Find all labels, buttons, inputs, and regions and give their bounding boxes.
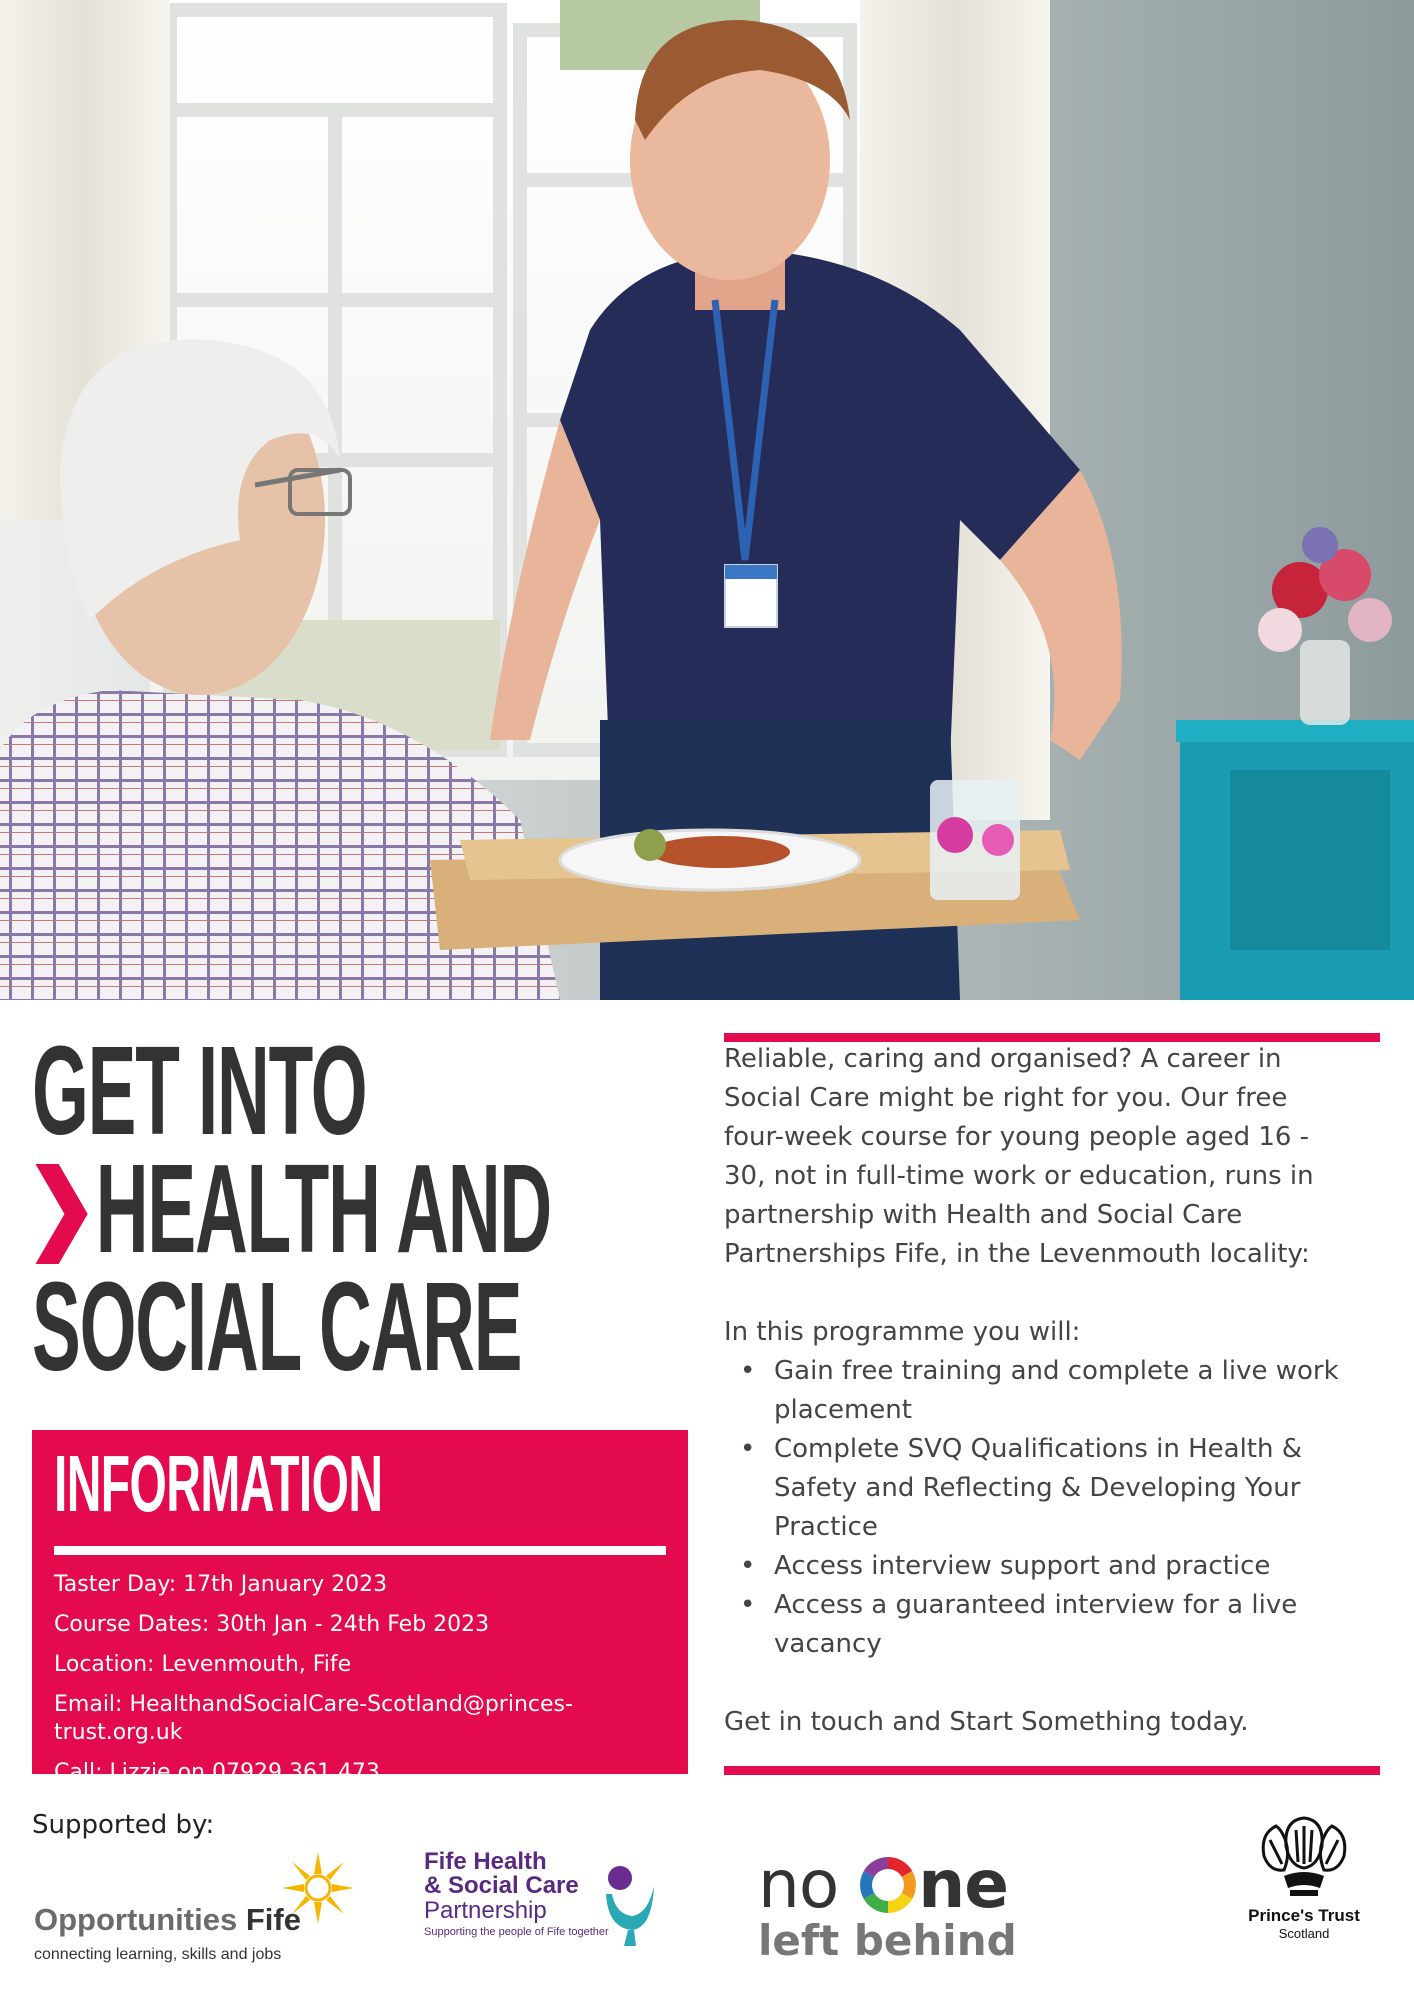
person-icon — [602, 1864, 658, 1946]
headline — [32, 1020, 692, 1397]
taster-day: Taster Day: 17th January 2023 — [54, 1572, 388, 1597]
bullet-2-line-2: Safety and Reflecting & Developing Your — [774, 1473, 1301, 1503]
intro-line-4: 30, not in full-time work or education, runs in — [724, 1161, 1314, 1191]
information-box — [32, 1430, 688, 1785]
bullet-3-line-1: Access interview support and practice — [774, 1551, 1271, 1581]
princes-trust-name: Prince's Trust — [1248, 1906, 1360, 1925]
bullet-1-line-1: Gain free training and complete a live work — [774, 1356, 1339, 1386]
chevron-right-icon — [32, 1164, 88, 1264]
no-one-left-behind-logo — [758, 1846, 1038, 1965]
supported-by-label: Supported by: — [32, 1810, 215, 1840]
bullet-1-line-2: placement — [774, 1395, 912, 1425]
headline-line-2 — [32, 1138, 552, 1279]
information-divider — [54, 1546, 666, 1555]
bullet-4-line-2: vacancy — [774, 1629, 882, 1659]
intro-line-6: Partnerships Fife, in the Levenmouth locality: — [724, 1239, 1310, 1269]
programme-bullets — [724, 1352, 1384, 1664]
intro-line-2: Social Care might be right for you. Our free — [724, 1083, 1288, 1113]
bottom-accent-rule — [724, 1766, 1380, 1775]
fife-hscp-line-3: Partnership — [424, 1897, 547, 1924]
bullet-2-line-1: Complete SVQ Qualifications in Health & — [774, 1434, 1303, 1464]
bullet-4-line-1: Access a guaranteed interview for a live — [774, 1590, 1298, 1620]
fife-hscp-tagline: Supporting the people of Fife together — [424, 1926, 609, 1938]
email-text: Email: HealthandSocialCare-Scotland@princes- — [54, 1692, 573, 1717]
headline-line-2-text: HEALTH AND — [95, 1138, 552, 1279]
headline-line-1: GET INTO — [32, 1020, 367, 1161]
rainbow-ring-icon — [860, 1857, 916, 1913]
opportunities-fife-logo — [34, 1852, 354, 1962]
headline-line-3: SOCIAL CARE — [32, 1256, 522, 1397]
information-title: INFORMATION — [54, 1439, 383, 1528]
intro-line-5: partnership with Health and Social Care — [724, 1200, 1243, 1230]
bullet-item — [724, 1352, 1384, 1430]
intro-line-1: Reliable, caring and organised? A career in — [724, 1044, 1282, 1074]
princes-trust-logo — [1244, 1806, 1364, 1966]
feathers-crest-icon — [1254, 1806, 1354, 1902]
opportunities-fife-name: Opportunities Fife — [34, 1902, 301, 1937]
bullet-item — [724, 1430, 1384, 1547]
intro-line-3: four-week course for young people aged 16 - — [724, 1122, 1310, 1152]
fife-hscp-line-2: & Social Care — [424, 1872, 579, 1899]
left-behind-wordmark: left behind — [758, 1916, 1017, 1965]
bullet-2-line-3: Practice — [774, 1512, 878, 1542]
bullet-item — [724, 1547, 1384, 1586]
princes-trust-sub: Scotland — [1278, 1926, 1330, 1941]
fife-hscp-logo — [424, 1850, 670, 1960]
opportunities-fife-tagline: connecting learning, skills and jobs — [34, 1946, 282, 1963]
course-dates: Course Dates: 30th Jan - 24th Feb 2023 — [54, 1612, 490, 1637]
programme-heading: In this programme you will: — [724, 1317, 1081, 1347]
no-one-wordmark: no ne — [758, 1846, 1008, 1923]
fife-hscp-line-1: Fife Health — [424, 1848, 547, 1875]
email-text-cont: trust.org.uk — [54, 1720, 183, 1745]
bullet-item — [724, 1586, 1384, 1664]
email[interactable] — [54, 1691, 666, 1747]
location: Location: Levenmouth, Fife — [54, 1652, 352, 1677]
call[interactable]: Call: Lizzie on 07929 361 473 — [54, 1760, 380, 1785]
closing-line: Get in touch and Start Something today. — [724, 1707, 1249, 1737]
programme-copy — [724, 1040, 1384, 1742]
